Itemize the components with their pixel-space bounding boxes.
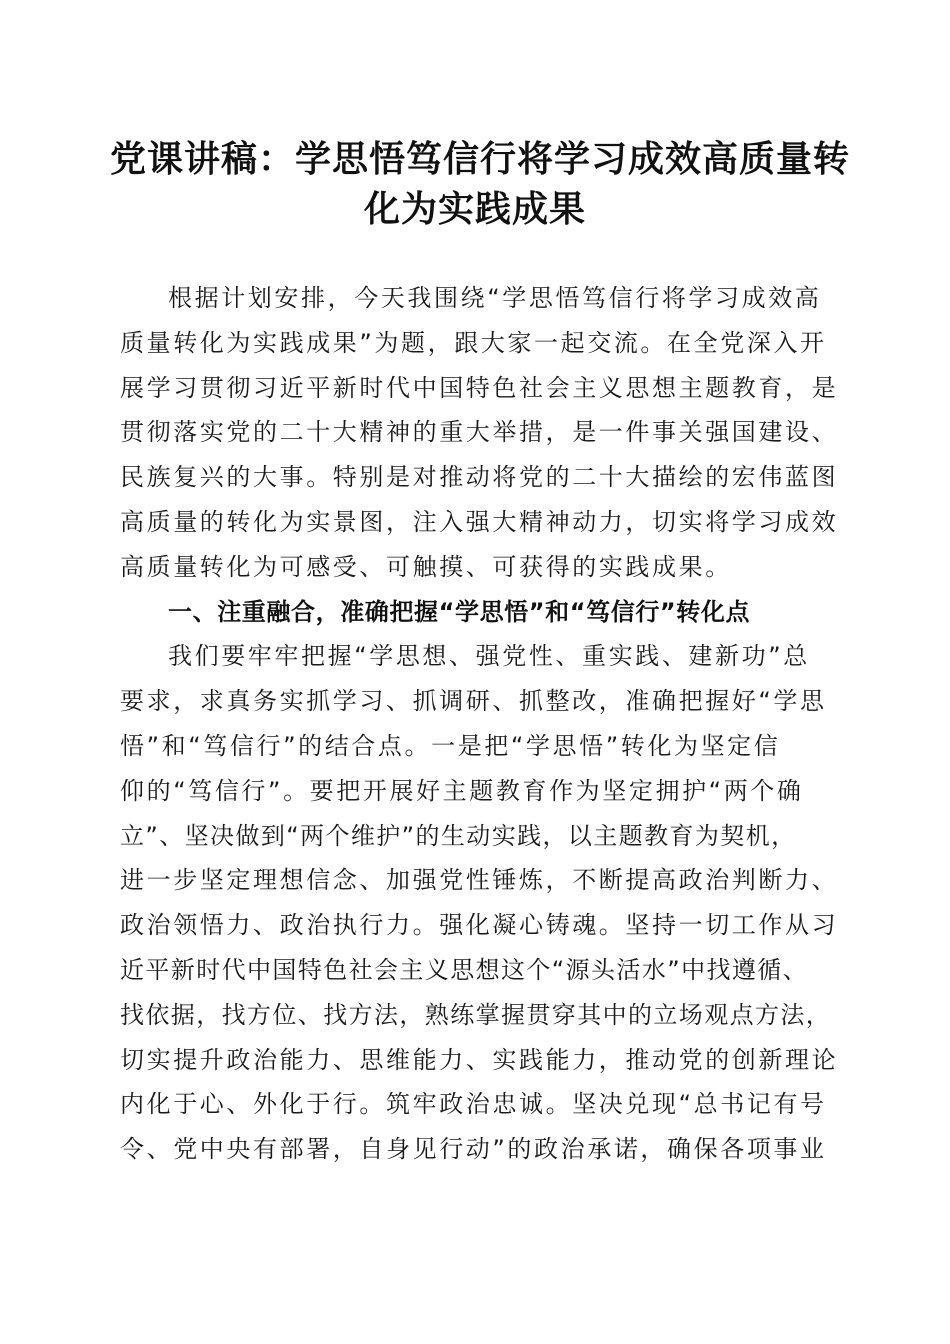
paragraph-line: 仰的“笃信行”。要把开展好主题教育作为坚定拥护“两个确 (120, 776, 804, 805)
paragraph-line: 高质量的转化为实景图，注入强大精神动力，切实将学习成效 (120, 507, 839, 536)
section-heading-1: 一、注重融合，准确把握“学思悟”和“笃信行”转化点 (168, 597, 751, 626)
paragraph-line: 找依据，找方位、找方法，熟练掌握贯穿其中的立场观点方法， (120, 1000, 832, 1029)
paragraph-line: 展学习贯彻习近平新时代中国特色社会主义思想主题教育，是 (120, 373, 839, 402)
paragraph-line: 进一步坚定理想信念、加强党性锤炼，不断提高政治判断力、 (120, 866, 839, 895)
paragraph-line: 我们要牢牢把握“学思想、强党性、重实践、建新功”总 (168, 642, 810, 671)
paragraph-line: 近平新时代中国特色社会主义思想这个“源头活水”中找遵循、 (120, 955, 809, 984)
paragraph-line: 要求，求真务实抓学习、抓调研、抓整改，准确把握好“学思 (120, 687, 827, 716)
paragraph-line: 令、党中央有部署，自身见行动”的政治承诺，确保各项事业 (120, 1135, 827, 1164)
title-line: 党课讲稿：学思悟笃信行将学习成效高质量转 (110, 138, 851, 180)
paragraph-line: 质量转化为实践成果”为题，跟大家一起交流。在全党深入开 (120, 328, 827, 357)
document-title (110, 134, 851, 234)
paragraph-line: 切实提升政治能力、思维能力、实践能力，推动党的创新理论 (120, 1045, 839, 1074)
paragraph-intro (120, 276, 839, 590)
paragraph-line: 民族复兴的大事。特别是对推动将党的二十大描绘的宏伟蓝图 (120, 463, 839, 492)
document-body (120, 276, 839, 1172)
paragraph-line: 政治领悟力、政治执行力。强化凝心铸魂。坚持一切工作从习 (120, 911, 839, 940)
paragraph-line: 悟”和“笃信行”的结合点。一是把“学思悟”转化为坚定信 (120, 731, 781, 760)
title-line: 化为实践成果 (363, 188, 586, 230)
paragraph-line: 内化于心、外化于行。筑牢政治忠诚。坚决兑现“总书记有号 (120, 1090, 827, 1119)
paragraph-line: 高质量转化为可感受、可触摸、可获得的实践成果。 (120, 552, 732, 581)
paragraph-section-1 (120, 634, 839, 1172)
paragraph-line: 贯彻落实党的二十大精神的重大举措，是一件事关强国建设、 (120, 418, 839, 447)
paragraph-line: 根据计划安排，今天我围绕“学思悟笃信行将学习成效高 (168, 284, 822, 312)
paragraph-line: 立”、坚决做到“两个维护”的生动实践，以主题教育为契机， (120, 821, 797, 850)
